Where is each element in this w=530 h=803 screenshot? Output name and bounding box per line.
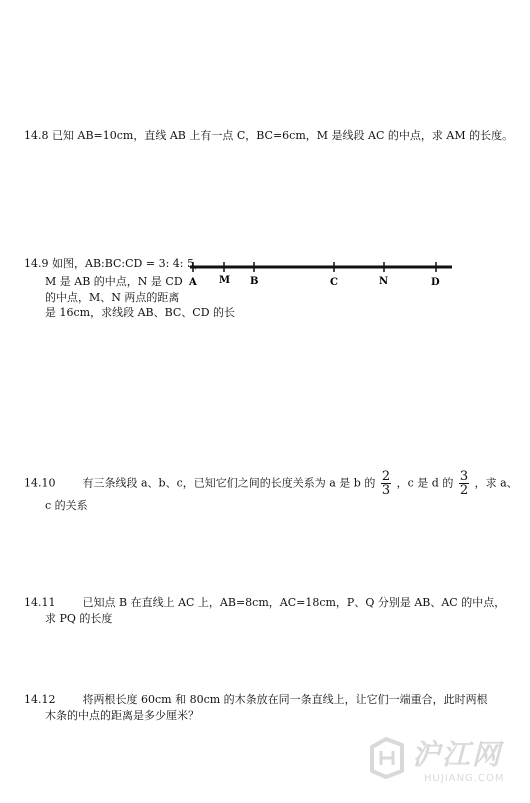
- watermark-cn: 沪江网: [412, 738, 503, 771]
- problem-text: 木条的中点的距离是多少厘米？: [45, 709, 199, 722]
- problem-14-12-line-2: [45, 709, 199, 723]
- problem-14-9-line-1: [24, 257, 205, 271]
- problem-number: 14.10: [24, 476, 56, 490]
- problem-text: 如图，AB:BC:CD = 3: 4: 5，: [52, 257, 205, 270]
- problem-14-11-line-2: [45, 612, 112, 626]
- point-label-d: D: [431, 277, 440, 288]
- fraction-two-thirds: $\frac{2}{3}$: [381, 469, 391, 498]
- hujiang-logo-icon: [366, 733, 408, 781]
- problem-text: 将两根长度 60cm 和 80cm 的木条放在同一条直线上，让它们一端重合，此时两根: [82, 693, 488, 706]
- fraction-three-halves: $\frac{3}{2}$: [459, 469, 469, 498]
- problem-text: 已知 AB=10cm，直线 AB 上有一点 C，BC=6cm，M 是线段 AC 的中点，求 AM 的长度。: [52, 129, 514, 142]
- point-label-m: M: [219, 275, 231, 286]
- problem-text: c 的关系: [45, 499, 88, 512]
- problem-text: M 是 AB 的中点，N 是 CD: [45, 275, 183, 288]
- problem-text: 已知点 B 在直线上 AC 上，AB=8cm，AC=18cm，P、Q 分别是 AB、AC 的中点，: [82, 596, 506, 609]
- problem-number: 14.9: [24, 257, 49, 270]
- point-label-b: B: [250, 276, 259, 287]
- problem-14-9-line-2: [45, 275, 183, 289]
- point-label-a: A: [189, 277, 197, 288]
- problem-text: 求 PQ 的长度: [45, 612, 113, 625]
- problem-14-12-line-1: [24, 693, 488, 707]
- problem-14-9-line-4: [45, 306, 235, 320]
- watermark-en: HUJIANG.COM: [424, 773, 505, 784]
- problem-number: 14.11: [24, 596, 56, 609]
- point-label-c: C: [330, 277, 338, 288]
- problem-text: ，c 是 d 的: [396, 476, 454, 490]
- hujiang-watermark: [360, 729, 520, 791]
- problem-text: ，求 a、: [474, 476, 518, 490]
- problem-14-11-line-1: [24, 596, 505, 610]
- problem-text: 的中点，M、N 两点的距离: [45, 291, 180, 304]
- problem-number: 14.8: [24, 129, 49, 142]
- problem-14-8: [24, 129, 513, 143]
- problem-text: 是 16cm，求线段 AB、BC、CD 的长: [45, 306, 236, 319]
- problem-14-9-line-3: [45, 291, 179, 305]
- point-label-n: N: [379, 276, 389, 287]
- segment-diagram: [180, 255, 455, 295]
- problem-text: 有三条线段 a、b、c，已知它们之间的长度关系为 a 是 b 的: [82, 476, 376, 490]
- problem-14-10-line-2: [45, 499, 88, 513]
- problem-14-10-line-1: [24, 470, 518, 497]
- problem-number: 14.12: [24, 693, 56, 706]
